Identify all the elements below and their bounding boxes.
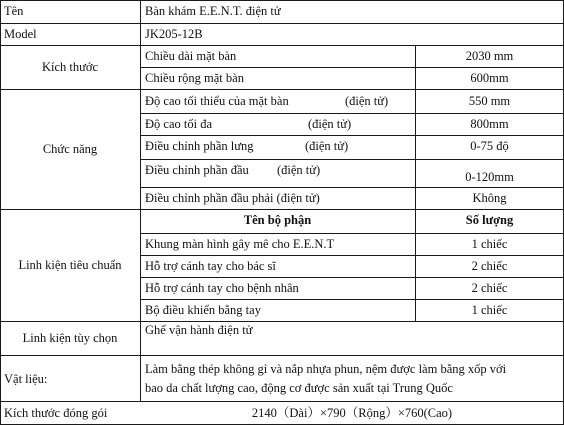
model-label: Model bbox=[4, 27, 37, 41]
packing-value: 2140（Dài）×790（Rộng）×760(Cao) bbox=[251, 406, 453, 420]
function-item-value: 800mm bbox=[470, 117, 509, 131]
function-item-name: Điều chỉnh phần lưng bbox=[145, 139, 254, 153]
material-line-1: Làm bằng thép không gỉ và nắp nhựa phun, nệm được làm bằng xốp với bbox=[145, 362, 507, 376]
material-label: Vật liệu: bbox=[4, 372, 48, 386]
name-label: Tên bbox=[4, 4, 24, 18]
function-item-value: Không bbox=[472, 191, 507, 205]
model-value: JK205-12B bbox=[145, 27, 203, 41]
standard-header-part: Tên bộ phận bbox=[243, 213, 312, 227]
optional-label: Linh kiện tùy chọn bbox=[22, 331, 118, 345]
standard-item-qty: 1 chiếc bbox=[471, 237, 508, 251]
name-value: Bàn khám E.E.N.T. điện tử bbox=[145, 4, 281, 18]
function-item-name: Độ cao tối đa bbox=[145, 117, 212, 131]
function-item-value: 0-120mm bbox=[465, 170, 514, 184]
standard-item-name: Khung màn hình gây mê cho E.E.N.T bbox=[145, 237, 335, 251]
packing-label: Kích thước đóng gói bbox=[4, 406, 108, 420]
optional-value: Ghế vận hành điện tử bbox=[145, 323, 253, 337]
function-item-name: Điều chỉnh phần đầu phải (điện tử) bbox=[145, 191, 320, 205]
function-item-value: 0-75 độ bbox=[470, 139, 509, 153]
function-item-note: (điện tử) bbox=[345, 94, 389, 108]
standard-item-name: Hỗ trợ cánh tay cho bệnh nhân bbox=[145, 281, 299, 295]
standard-label: Linh kiện tiêu chuẩn bbox=[18, 258, 122, 272]
size-item-name: Chiều rộng mặt bàn bbox=[145, 71, 244, 85]
standard-item-name: Hỗ trợ cánh tay cho bác sĩ bbox=[145, 259, 276, 273]
function-item-name: Độ cao tối thiểu của mặt bàn bbox=[145, 94, 289, 108]
standard-item-qty: 1 chiếc bbox=[471, 303, 508, 317]
standard-header-qty: Số lượng bbox=[465, 213, 514, 227]
material-line-2: bao da chất lượng cao, động cơ được sản xuất tại Trung Quốc bbox=[145, 381, 453, 395]
function-item-note: (điện tử) bbox=[277, 163, 321, 177]
functions-label: Chức năng bbox=[42, 142, 98, 156]
function-item-name: Điều chỉnh phần đầu bbox=[145, 163, 249, 177]
size-item-name: Chiều dài mặt bàn bbox=[145, 49, 237, 63]
standard-item-name: Bộ điều khiển bằng tay bbox=[145, 303, 261, 317]
size-label: Kích thước bbox=[41, 60, 99, 74]
function-item-value: 550 mm bbox=[468, 94, 511, 108]
size-item-value: 2030 mm bbox=[465, 49, 514, 63]
size-item-value: 600mm bbox=[470, 71, 509, 85]
standard-item-qty: 2 chiếc bbox=[471, 259, 508, 273]
function-item-note: (điện tử) bbox=[308, 117, 352, 131]
function-item-note: (điện tử) bbox=[305, 139, 349, 153]
standard-item-qty: 2 chiếc bbox=[471, 281, 508, 295]
